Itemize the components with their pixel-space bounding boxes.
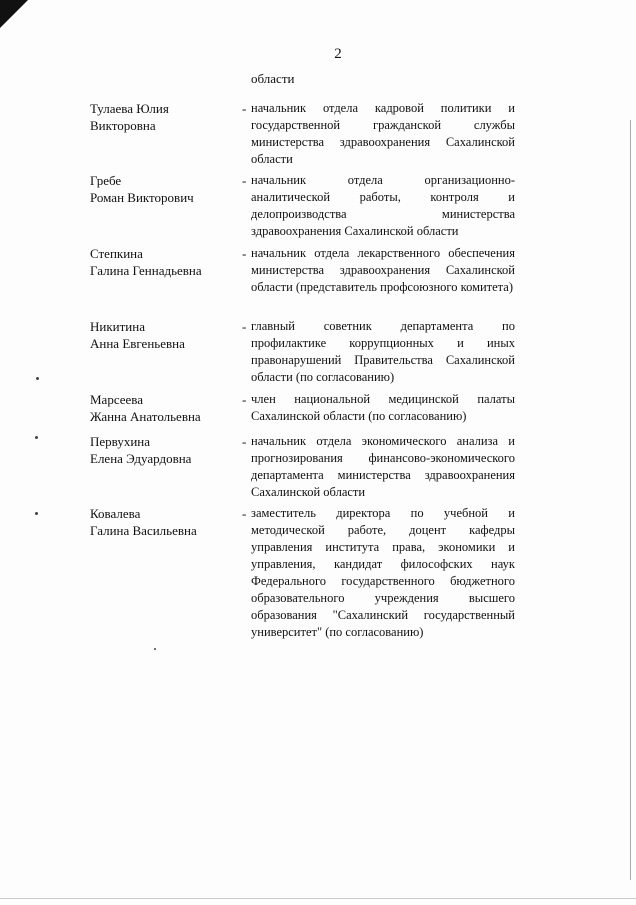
member-surname: Марсеева — [90, 392, 144, 407]
dash-separator: - — [242, 173, 247, 188]
member-role: начальник отдела экономического анализа и прогнозирования финансово-экономического департамента министерства здравоохранения Сахалинской области — [251, 434, 515, 499]
member-given-name: Жанна Анатольевна — [90, 409, 201, 424]
scan-corner-shadow — [0, 0, 28, 28]
member-role: заместитель директора по учебной и методической работе, доцент кафедры управления института права, экономики и управления, кандидат философских наук Федерального государственного бюджетного образовательного учреждения высшего образования "Сахалинский государственный университет" (по согласованию) — [251, 506, 515, 639]
member-role: начальник отдела кадровой политики и государственной гражданской службы министерства здравоохранения Сахалинской области — [251, 101, 515, 166]
member-given-name: Роман Викторович — [90, 190, 194, 205]
member-name — [90, 505, 230, 539]
member-given-name: Анна Евгеньевна — [90, 336, 185, 351]
member-surname: Степкина — [90, 246, 143, 261]
member-role: член национальной медицинской палаты Сахалинской области (по согласованию) — [251, 392, 515, 423]
dash-separator: - — [242, 506, 247, 521]
dash-separator: - — [242, 319, 247, 334]
dash-separator: - — [242, 434, 247, 449]
dash-separator: - — [242, 101, 247, 116]
member-surname: Никитина — [90, 319, 145, 334]
scan-speck — [36, 377, 39, 380]
continued-text: области — [251, 71, 295, 86]
member-name — [90, 433, 230, 467]
dash-separator: - — [242, 392, 247, 407]
member-surname: Ковалева — [90, 506, 141, 521]
member-name — [90, 318, 230, 352]
member-name — [90, 391, 230, 425]
member-role: начальник отдела организационно-аналитической работы, контроля и делопроизводства министерства здравоохранения Сахалинской области — [251, 173, 515, 238]
scan-speck — [154, 648, 156, 650]
member-given-name: Галина Васильевна — [90, 523, 197, 538]
dash-separator: - — [242, 246, 247, 261]
member-given-name: Елена Эдуардовна — [90, 451, 192, 466]
scan-speck — [35, 436, 38, 439]
member-role: главный советник департамента по профилактике коррупционных и иных правонарушений Правительства Сахалинской области (по согласованию) — [251, 319, 515, 384]
member-name — [90, 172, 230, 206]
member-role: начальник отдела лекарственного обеспечения министерства здравоохранения Сахалинской области (представитель профсоюзного комитета) — [251, 246, 515, 294]
member-name — [90, 100, 230, 134]
member-surname: Тулаева Юлия — [90, 101, 169, 116]
page-number: 2 — [334, 46, 342, 62]
member-surname: Гребе — [90, 173, 122, 188]
scan-bottom-edge — [0, 898, 636, 899]
member-given-name: Викторовна — [90, 118, 156, 133]
member-name — [90, 245, 230, 279]
member-surname: Первухина — [90, 434, 151, 449]
member-given-name: Галина Геннадьевна — [90, 263, 202, 278]
scan-edge-line — [630, 120, 631, 880]
scan-speck — [35, 512, 38, 515]
